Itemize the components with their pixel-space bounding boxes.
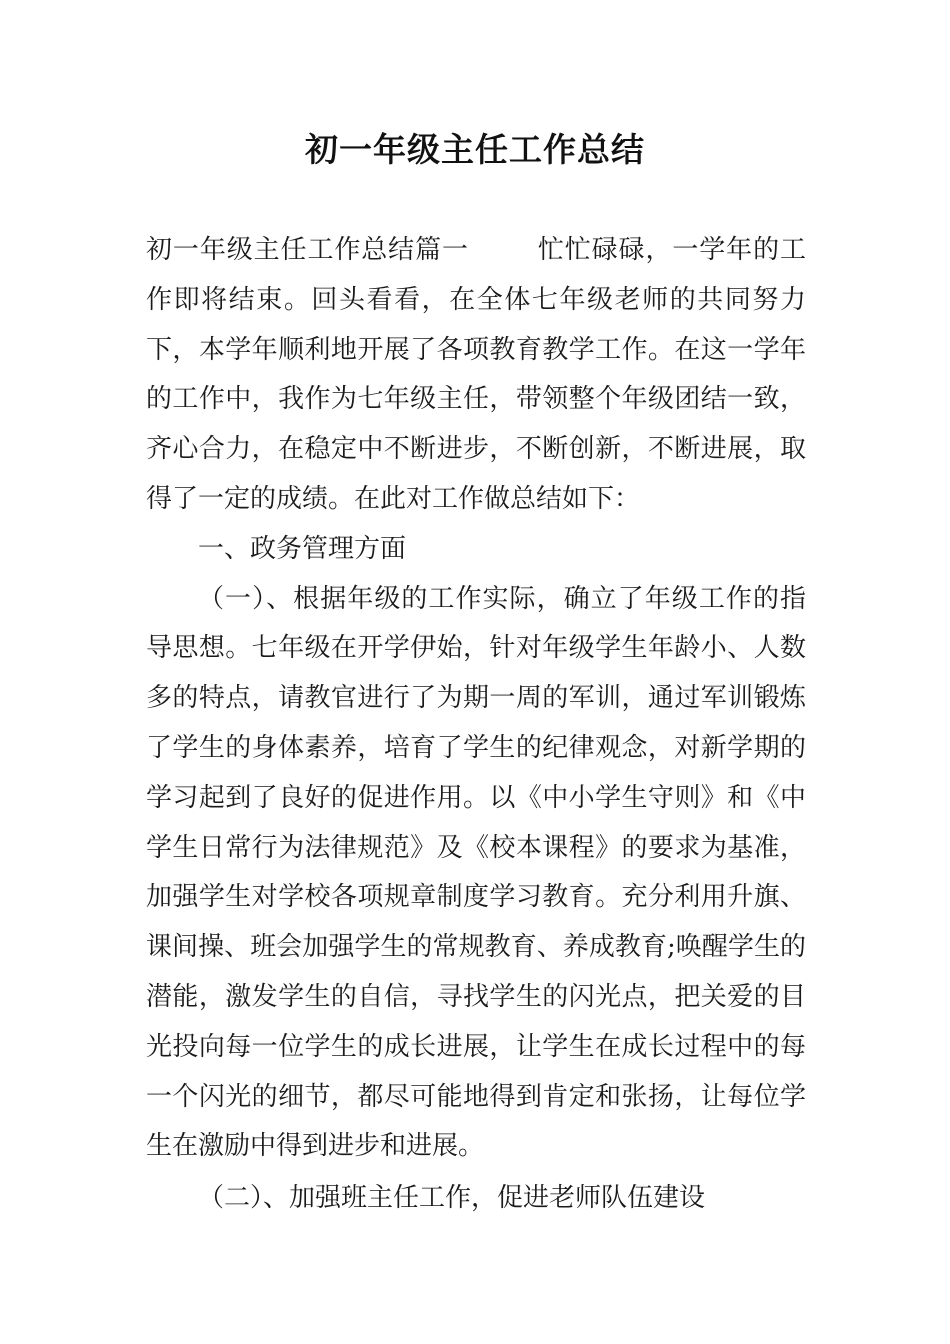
intro-text: 忙忙碌碌，一学年的工作即将结束。回头看看，在全体七年级老师的共同努力下，本学年顺利地开展了各项教育教学工作。在这一学年的工作中，我作为七年级主任，带领整个年级团结一致，齐心合力，在稳定中不断进步，不断创新，不断进展，取得了一定的成绩。在此对工作做总结如下： — [146, 235, 806, 514]
document-title: 初一年级主任工作总结 — [305, 130, 645, 169]
document-body — [146, 226, 806, 1224]
subsection-paragraph: （一）、根据年级的工作实际，确立了年级工作的指导思想。七年级在开学伊始，针对年级学生年龄小、人数多的特点，请教官进行了为期一周的军训，通过军训锻炼了学生的身体素养，培育了学生的纪律观念，对新学期的学习起到了良好的促进作用。以《中小学生守则》和《中学生日常行为法律规范》及《校本课程》的要求为基准，加强学生对学校各项规章制度学习教育。充分利用升旗、课间操、班会加强学生的常规教育、养成教育;唤醒学生的潜能，激发学生的自信，寻找学生的闪光点，把关爱的目光投向每一位学生的成长进展，让学生在成长过程中的每一个闪光的细节，都尽可能地得到肯定和张扬，让每位学生在激励中得到进步和进展。 — [146, 583, 806, 1162]
intro-paragraph — [146, 226, 806, 525]
section-heading: 一、政务管理方面 — [198, 533, 407, 564]
intro-label: 初一年级主任工作总结篇一 — [146, 235, 469, 265]
subsection-heading: （二）、加强班主任工作，促进老师队伍建设 — [198, 1183, 706, 1214]
